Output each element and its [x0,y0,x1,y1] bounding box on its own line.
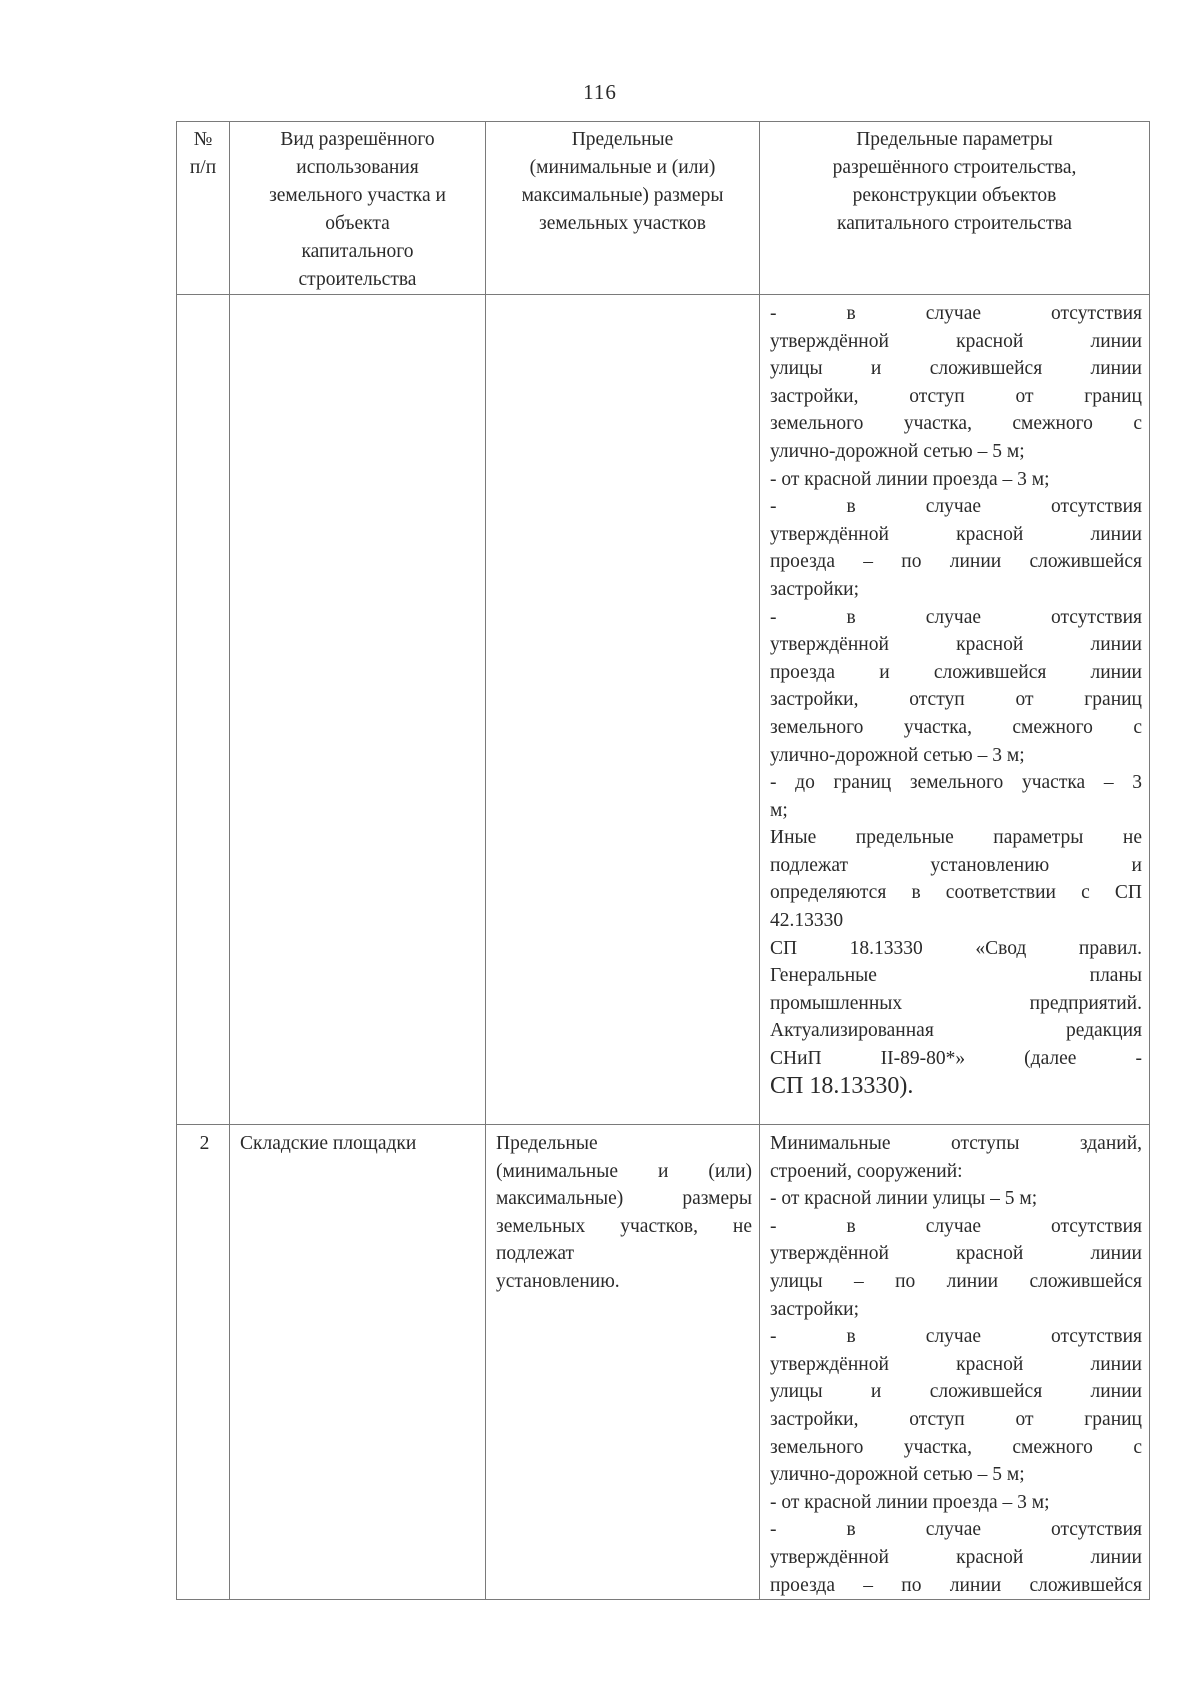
text-line: Актуализированная редакция [770,1020,1142,1042]
cell-sizes [486,1125,760,1600]
text-line: Генеральные планы [770,965,1142,987]
cell-params [760,1125,1150,1600]
header-sizes [486,122,760,295]
text-line: проезда – по линии сложившейся [770,1574,1142,1596]
text-line: строений, сооружений: [770,1160,963,1182]
header-line: использования [296,157,419,178]
header-num [177,122,230,295]
text-line: застройки, отступ от границ [770,385,1142,407]
header-line: строительства [298,269,417,290]
text-line: застройки; [770,1298,860,1320]
header-line: капитального [301,241,414,262]
text-line: утверждённой красной линии [770,1546,1142,1568]
text-line: утверждённой красной линии [770,523,1142,545]
text-line: - в случае отсутствия [770,303,1142,324]
text-line: (минимальные и (или) [496,1160,752,1182]
text-line: улицы и сложившейся линии [770,358,1142,380]
text-line: Иные предельные параметры не [770,827,1142,849]
text-line: Предельные [496,1133,598,1154]
cell-use-type: Складские площадки [230,1125,486,1600]
text-line: СП 18.13330). [770,1072,914,1099]
text-line: СНиП II-89-80*» (далее - [770,1048,1142,1070]
header-line: реконструкции объектов [852,185,1057,206]
text-line: улично-дорожной сетью – 5 м; [770,440,1025,462]
text-line: - в случае отсутствия [770,606,1142,628]
text-line: застройки, отступ от границ [770,689,1142,711]
text-line: утверждённой красной линии [770,330,1142,352]
text-line: улично-дорожной сетью – 5 м; [770,1464,1025,1486]
header-row [177,122,1150,295]
header-line: земельных участков [539,213,706,234]
header-line: максимальные) размеры [521,185,724,206]
text-line: максимальные) размеры [496,1188,752,1210]
text-line: м; [770,799,788,821]
text-line: - в случае отсутствия [770,1215,1142,1237]
cell-use-type [230,295,486,1125]
cell-num: 2 [177,1125,230,1600]
text-line: застройки; [770,578,860,600]
table-row-continuation [177,295,1150,1125]
text-line: подлежат [496,1243,575,1265]
text-line: земельных участков, не [496,1215,752,1237]
text-line: утверждённой красной линии [770,1243,1142,1265]
header-line: земельного участка и [269,185,446,206]
header-num-line: № [193,129,213,150]
text-line: утверждённой красной линии [770,1353,1142,1375]
cell-sizes [486,295,760,1125]
header-num-line: п/п [189,157,217,178]
header-params [760,122,1150,295]
text-line: - в случае отсутствия [770,1326,1142,1348]
header-line: Предельные [571,129,674,150]
text-line: Минимальные отступы зданий, [770,1133,1142,1154]
text-line: улицы и сложившейся линии [770,1381,1142,1403]
text-line: - в случае отсутствия [770,1519,1142,1541]
table-row [177,1125,1150,1600]
header-line: объекта [325,213,390,234]
text-line: промышленных предприятий. [770,992,1142,1014]
header-line: капитального строительства [837,213,1072,234]
text-line: проезда – по линии сложившейся [770,551,1142,573]
text-line: установлению. [496,1270,620,1292]
text-line: утверждённой красной линии [770,634,1142,656]
text-line: улицы – по линии сложившейся [770,1270,1142,1292]
header-line: Вид разрешённого [280,129,435,150]
text-line: определяются в соответствии с СП [770,882,1142,904]
text-line: подлежат установлению и [770,854,1142,876]
page-number: 116 [583,80,617,104]
text-line: земельного участка, смежного с [770,1436,1142,1458]
text-line: земельного участка, смежного с [770,413,1142,435]
cell-num [177,295,230,1125]
text-line: - от красной линии проезда – 3 м; [770,468,1050,490]
text-line: застройки, отступ от границ [770,1408,1142,1430]
text-line: улично-дорожной сетью – 3 м; [770,744,1025,766]
regulations-table [176,121,1150,1600]
text-line: 42.13330 [770,910,844,932]
cell-params [760,295,1150,1125]
header-line: (минимальные и (или) [529,157,716,178]
header-line: разрешённого строительства, [832,157,1077,178]
text-line: - от красной линии проезда – 3 м; [770,1491,1050,1513]
text-line: проезда и сложившейся линии [770,661,1142,683]
text-line: - до границ земельного участка – 3 [770,772,1142,794]
text-line: - в случае отсутствия [770,496,1142,518]
text-line: СП 18.13330 «Свод правил. [770,937,1142,959]
header-use-type [230,122,486,295]
text-line: земельного участка, смежного с [770,716,1142,738]
header-line: Предельные параметры [856,129,1053,150]
text-line: - от красной линии улицы – 5 м; [770,1188,1038,1210]
